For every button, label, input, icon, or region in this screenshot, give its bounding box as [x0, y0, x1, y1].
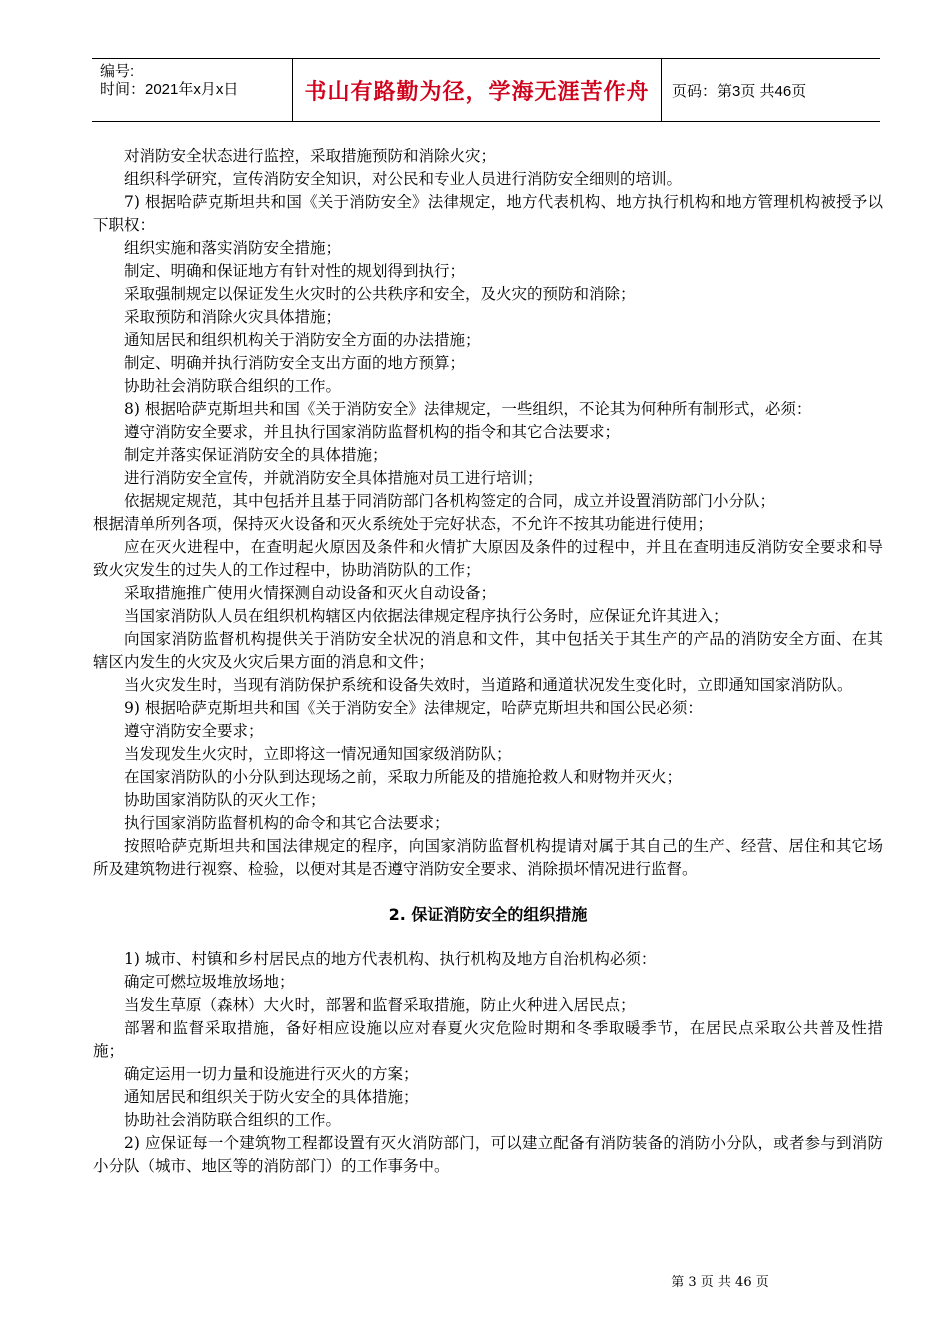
- paragraph: 9) 根据哈萨克斯坦共和国《关于消防安全》法律规定，哈萨克斯坦共和国公民必须：: [124, 699, 703, 717]
- paragraph: 执行国家消防监督机构的命令和其它合法要求；: [124, 814, 450, 832]
- paragraph: 协助社会消防联合组织的工作。: [124, 377, 342, 395]
- document-number-label: 编号:: [100, 63, 135, 80]
- paragraph: 确定可燃垃圾堆放场地；: [124, 973, 295, 991]
- paragraph: 通知居民和组织机构关于消防安全方面的办法措施；: [124, 331, 481, 349]
- paragraph: 8) 根据哈萨克斯坦共和国《关于消防安全》法律规定，一些组织，不论其为何种所有制形式，必须：: [124, 400, 812, 418]
- document-time-label: 时间：2021年x月x日: [100, 81, 239, 98]
- paragraph: 根据清单所列各项，保持灭火设备和灭火系统处于完好状态，不允许不按其功能进行使用；: [93, 515, 714, 533]
- paragraph: 制定并落实保证消防安全的具体措施；: [124, 446, 388, 464]
- paragraph: 应在灭火进程中，在查明起火原因及条件和火情扩大原因及条件的过程中，并且在查明违反消防安全要求和导致火灾发生的过失人的工作过程中，协助消防队的工作；: [93, 538, 883, 579]
- document-body: [93, 145, 883, 1178]
- header-meta: [92, 59, 292, 121]
- paragraph: 对消防安全状态进行监控，采取措施预防和消除火灾；: [124, 147, 497, 165]
- paragraph: 协助国家消防队的灭火工作；: [124, 791, 326, 809]
- header-page-label: 页码：第3页 共46页: [672, 82, 807, 100]
- paragraph: 采取预防和消除火灾具体措施；: [124, 308, 342, 326]
- paragraph: 组织实施和落实消防安全措施；: [124, 239, 342, 257]
- section-title: 2. 保证消防安全的组织措施: [388, 905, 588, 924]
- paragraph: 当发生草原（森林）大火时，部署和监督采取措施，防止火种进入居民点；: [124, 996, 636, 1014]
- paragraph: 通知居民和组织关于防火安全的具体措施；: [124, 1088, 419, 1106]
- page-header: [92, 58, 880, 122]
- paragraph: 按照哈萨克斯坦共和国法律规定的程序，向国家消防监督机构提请对属于其自己的生产、经营、居住和其它场所及建筑物进行视察、检验，以便对其是否遵守消防安全要求、消除损坏情况进行监督。: [93, 837, 883, 878]
- paragraph: 依据规定规范，其中包括并且基于同消防部门各机构签定的合同，成立并设置消防部门小分队；: [124, 492, 776, 510]
- page-footer: 第 3 页 共 46 页: [671, 1275, 769, 1290]
- paragraph: 当火灾发生时，当现有消防保护系统和设备失效时，当道路和通道状况发生变化时，立即通知国家消防队。: [124, 676, 853, 694]
- paragraph: 制定、明确和保证地方有针对性的规划得到执行；: [124, 262, 466, 280]
- paragraph: 遵守消防安全要求，并且执行国家消防监督机构的指令和其它合法要求；: [124, 423, 621, 441]
- paragraph: 遵守消防安全要求；: [124, 722, 264, 740]
- paragraph: 采取强制规定以保证发生火灾时的公共秩序和安全，及火灾的预防和消除；: [124, 285, 636, 303]
- paragraph: 确定运用一切力量和设施进行灭火的方案；: [124, 1065, 419, 1083]
- paragraph: 当发现发生火灾时，立即将这一情况通知国家级消防队；: [124, 745, 512, 763]
- header-motto: 书山有路勤为径，学海无涯苦作舟: [292, 59, 662, 121]
- paragraph: 在国家消防队的小分队到达现场之前，采取力所能及的措施抢救人和财物并灭火；: [124, 768, 683, 786]
- paragraph: 当国家消防队人员在组织机构辖区内依据法律规定程序执行公务时，应保证允许其进入；: [124, 607, 729, 625]
- paragraph: 采取措施推广使用火情探测自动设备和灭火自动设备；: [124, 584, 497, 602]
- paragraph: 向国家消防监督机构提供关于消防安全状况的消息和文件，其中包括关于其生产的产品的消防安全方面、在其辖区内发生的火灾及火灾后果方面的消息和文件；: [93, 630, 883, 671]
- paragraph: 协助社会消防联合组织的工作。: [124, 1111, 342, 1129]
- paragraph: 部署和监督采取措施，备好相应设施以应对春夏火灾危险时期和冬季取暖季节，在居民点采取公共普及性措施；: [93, 1019, 883, 1060]
- paragraph: 2) 应保证每一个建筑物工程都设置有灭火消防部门，可以建立配备有消防装备的消防小分队，或者参与到消防小分队（城市、地区等的消防部门）的工作事务中。: [93, 1134, 883, 1175]
- paragraph: 制定、明确并执行消防安全支出方面的地方预算；: [124, 354, 466, 372]
- paragraph: 1) 城市、村镇和乡村居民点的地方代表机构、执行机构及地方自治机构必须：: [124, 950, 657, 968]
- paragraph: 组织科学研究，宣传消防安全知识，对公民和专业人员进行消防安全细则的培训。: [124, 170, 683, 188]
- paragraph: 进行消防安全宣传，并就消防安全具体措施对员工进行培训；: [124, 469, 543, 487]
- paragraph: 7) 根据哈萨克斯坦共和国《关于消防安全》法律规定，地方代表机构、地方执行机构和地方管理机构被授予以下职权：: [93, 193, 883, 234]
